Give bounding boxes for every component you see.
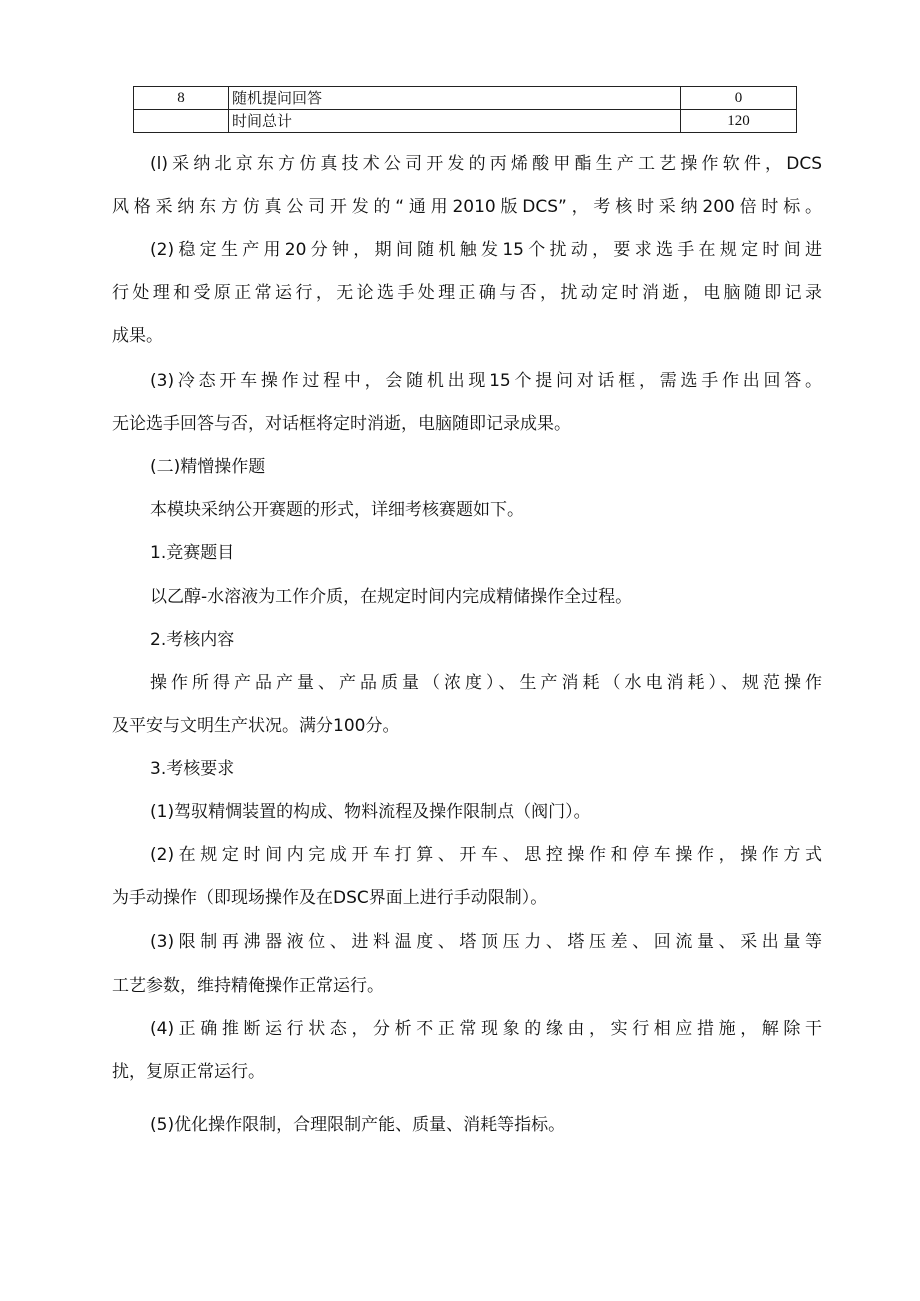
paragraph-line: 本模块采纳公开赛题的形式，详细考核赛题如下。 (150, 500, 524, 520)
paragraph-line: 无论选手回答与否，对话框将定时消逝，电脑随即记录成果。 (112, 414, 571, 434)
paragraph-line: (1)驾驭精惆装置的构成、物料流程及操作限制点（阀门）。 (150, 802, 591, 822)
paragraph-line: 扰，复原正常运行。 (112, 1062, 265, 1082)
row-number: 8 (134, 87, 229, 110)
paragraph-line: (3)冷态开车操作过程中，会随机出现15个提问对话框，需选手作出回答。 (150, 371, 822, 391)
paragraph-line: (l)采纳北京东方仿真技术公司开发的丙烯酸甲酯生产工艺操作软件，DCS (150, 154, 822, 174)
paragraph-line: 成果。 (112, 326, 163, 346)
table-row (134, 110, 797, 133)
subsection-heading: 3.考核要求 (150, 759, 235, 779)
paragraph-line: (2)稳定生产用20分钟，期间随机触发15个扰动，要求选手在规定时间进 (150, 240, 822, 260)
row-score: 0 (681, 87, 797, 110)
paragraph-line: (4)正确推断运行状态，分析不正常现象的缘由，实行相应措施，解除干 (150, 1019, 822, 1039)
row-score: 120 (681, 110, 797, 133)
paragraph-line: (2)在规定时间内完成开车打算、开车、思控操作和停车操作，操作方式 (150, 845, 822, 865)
paragraph-line: (3)限制再沸器液位、进料温度、塔顶压力、塔压差、回流量、采出量等 (150, 932, 822, 952)
subsection-heading: 1.竞赛题目 (150, 543, 235, 563)
paragraph-line: 行处理和受原正常运行，无论选手处理正确与否，扰动定时消逝，电脑随即记录 (112, 283, 822, 303)
paragraph-line: 工艺参数，维持精俺操作正常运行。 (112, 976, 384, 996)
subsection-heading: 2.考核内容 (150, 630, 235, 650)
row-number (134, 110, 229, 133)
score-table (133, 86, 797, 133)
row-item: 时间总计 (229, 110, 681, 133)
paragraph-line: (5)优化操作限制，合理限制产能、质量、消耗等指标。 (150, 1115, 566, 1135)
paragraph-line: 为手动操作（即现场操作及在DSC界面上进行手动限制）。 (112, 888, 548, 908)
table-row (134, 87, 797, 110)
paragraph-line: 操作所得产品产量、产品质量（浓度）、生产消耗（水电消耗）、规范操作 (150, 673, 822, 693)
row-item: 随机提问回答 (229, 87, 681, 110)
section-heading: (二)精憎操作题 (150, 457, 266, 477)
paragraph-line: 风格采纳东方仿真公司开发的“通用2010版DCS”，考核时采纳200倍时标。 (112, 197, 822, 217)
paragraph-line: 以乙醇-水溶液为工作介质，在规定时间内完成精储操作全过程。 (150, 587, 633, 607)
paragraph-line: 及平安与文明生产状况。满分100分。 (112, 716, 400, 736)
